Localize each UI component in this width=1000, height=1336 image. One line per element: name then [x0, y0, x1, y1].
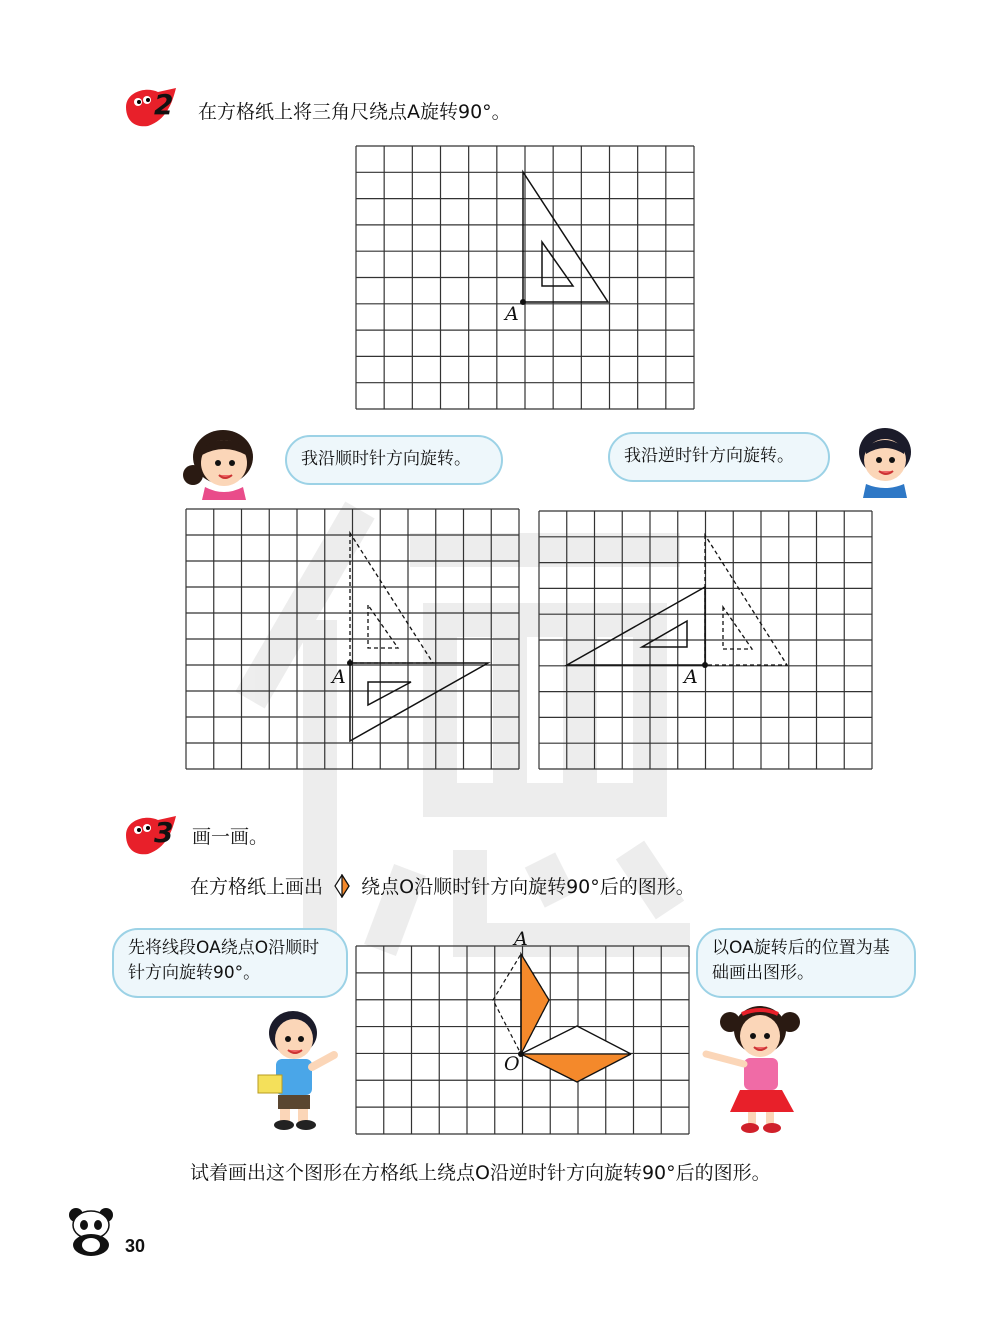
grid-cw-point-a-label: A [332, 666, 346, 688]
girl-speech-text: 我沿顺时针方向旋转。 [301, 449, 471, 469]
rotated-rhombus [521, 1026, 631, 1082]
boy-full-figure [248, 1005, 348, 1130]
triangle-ruler [523, 172, 608, 302]
grid-lines [356, 146, 694, 409]
problem-3-heading: 画一画。 [192, 826, 269, 848]
problem-2-badge [118, 84, 182, 130]
girl-full-figure [700, 1000, 810, 1135]
rotated-triangle-cw [350, 663, 488, 741]
original-triangle-dashed-ccw [705, 535, 787, 665]
panda-icon [62, 1205, 122, 1257]
label-o: O [504, 1053, 520, 1075]
hint-left-bubble [112, 928, 348, 998]
instruction-part2: 绕点O沿顺时针方向旋转90°后的图形。 [361, 876, 695, 898]
girl-speech-bubble [285, 435, 503, 485]
label-a: A [514, 928, 528, 950]
point-a-label: A [505, 303, 519, 325]
grid-ccw-point-a-label: A [684, 666, 698, 688]
point-a-dot [520, 299, 526, 305]
boy-speech-bubble [608, 432, 830, 482]
boy-avatar [852, 422, 918, 498]
grid-original [355, 145, 695, 410]
problem-3-instruction [190, 872, 695, 899]
problem-3-badge [118, 812, 182, 858]
hint-right-text: 以OA旋转后的位置为基础画出图形。 [712, 938, 890, 983]
problem-2-number: 2 [154, 88, 174, 121]
original-triangle-dashed [350, 533, 433, 663]
rotated-triangle-ccw [567, 587, 705, 665]
rhombus-shape-icon [333, 874, 351, 898]
problem-2-instruction: 在方格纸上将三角尺绕点A旋转90°。 [198, 101, 511, 123]
grid-counterclockwise [538, 510, 873, 770]
rhombus-orange-half [521, 954, 549, 1054]
hint-right-bubble [696, 928, 916, 998]
problem-3-followup: 试着画出这个图形在方格纸上绕点O沿逆时针方向旋转90°后的图形。 [190, 1162, 771, 1184]
instruction-part1: 在方格纸上画出 [190, 876, 324, 898]
boy-speech-text: 我沿逆时针方向旋转。 [624, 446, 794, 466]
page-number: 30 [125, 1236, 146, 1256]
grid-rhombus [355, 945, 690, 1135]
hint-left-text: 先将线段OA绕点O沿顺时针方向旋转90°。 [128, 938, 320, 983]
girl-avatar [180, 425, 265, 500]
grid-clockwise [185, 508, 520, 770]
problem-3-number: 3 [154, 816, 174, 849]
